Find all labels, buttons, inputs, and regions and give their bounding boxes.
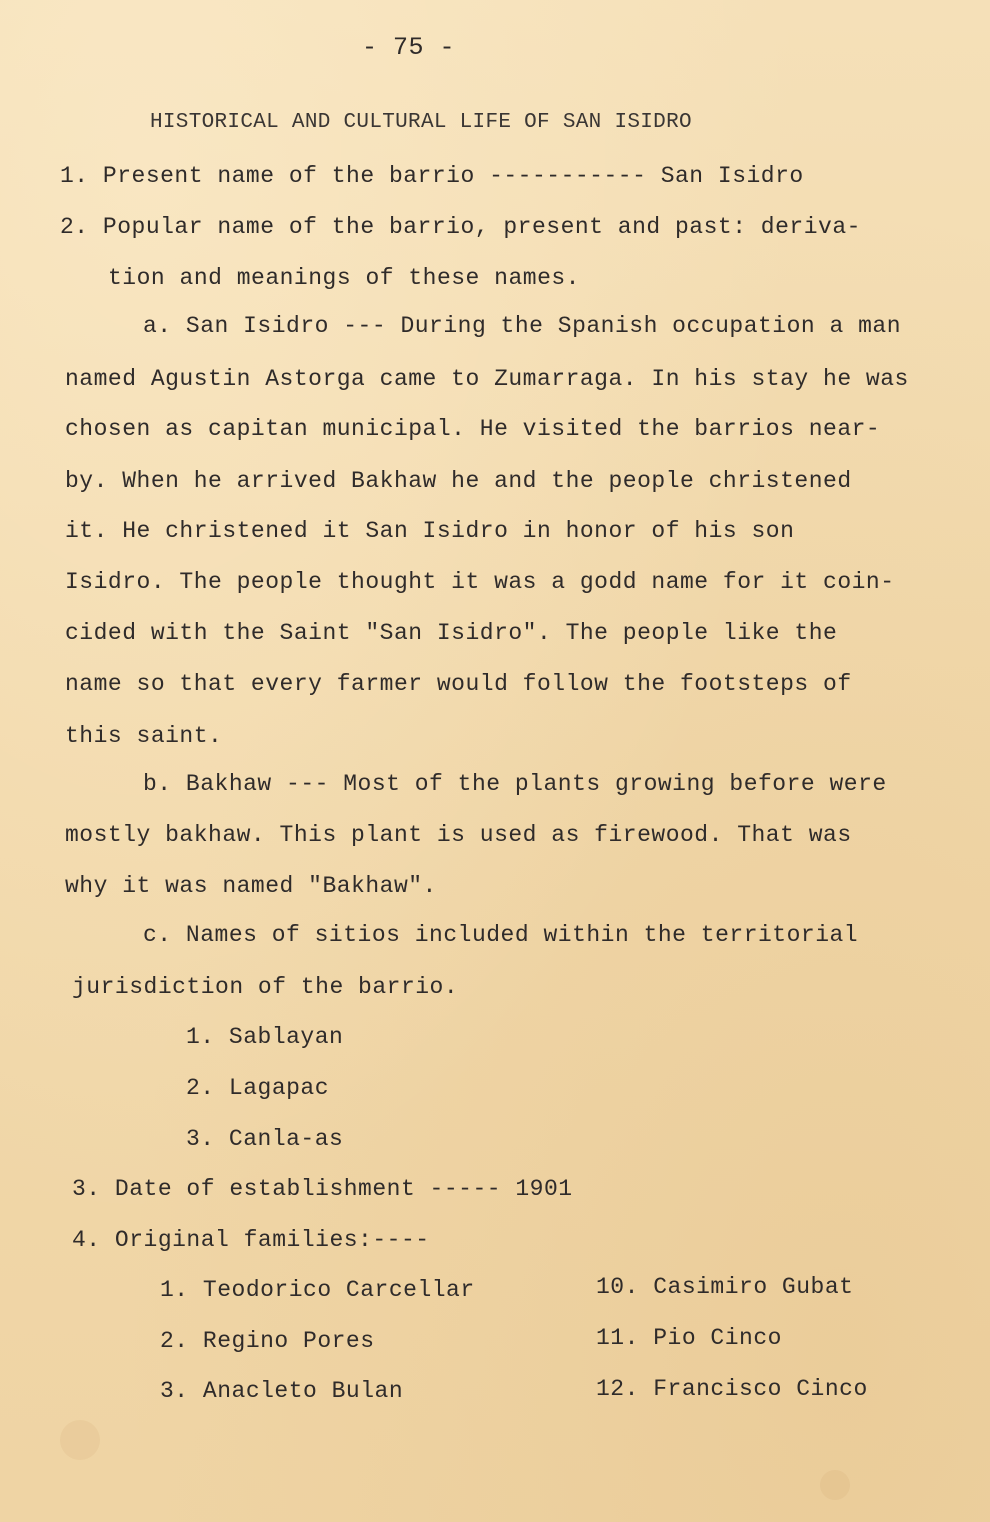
text-line: c. Names of sitios included within the territorial (143, 922, 859, 948)
text-line: a. San Isidro --- During the Spanish occupation a man (143, 313, 902, 339)
sitio-item: 1. Sablayan (186, 1024, 344, 1050)
text-line: cided with the Saint "San Isidro". The people like the (65, 620, 838, 646)
paper-stain (820, 1470, 850, 1500)
family-item: 1. Teodorico Carcellar (160, 1277, 475, 1303)
text-line: mostly bakhaw. This plant is used as firewood. That was (65, 822, 852, 848)
text-line: chosen as capitan municipal. He visited the barrios near- (65, 416, 881, 442)
sitio-item: 2. Lagapac (186, 1075, 330, 1101)
text-line: Isidro. The people thought it was a godd name for it coin- (65, 569, 895, 595)
text-line: named Agustin Astorga came to Zumarraga. In his stay he was (65, 366, 909, 392)
text-line: 3. Date of establishment ----- 1901 (72, 1176, 573, 1202)
family-item: 12. Francisco Cinco (596, 1376, 868, 1402)
text-line: 2. Popular name of the barrio, present and past: deriva- (60, 214, 861, 240)
paper-stain (60, 1420, 100, 1460)
sitio-item: 3. Canla-as (186, 1126, 344, 1152)
text-line: b. Bakhaw --- Most of the plants growing before were (143, 771, 887, 797)
page-title: HISTORICAL AND CULTURAL LIFE OF SAN ISIDRO (150, 111, 692, 134)
family-item: 11. Pio Cinco (596, 1325, 782, 1351)
text-line: jurisdiction of the barrio. (72, 974, 459, 1000)
text-line: by. When he arrived Bakhaw he and the people christened (65, 468, 852, 494)
text-line: name so that every farmer would follow the footsteps of (65, 671, 852, 697)
text-line: this saint. (65, 723, 223, 749)
text-line: 1. Present name of the barrio ----------- San Isidro (60, 163, 804, 189)
family-item: 2. Regino Pores (160, 1328, 375, 1354)
text-line: it. He christened it San Isidro in honor of his son (65, 518, 795, 544)
text-line: why it was named "Bakhaw". (65, 873, 437, 899)
page-number: - 75 - (362, 33, 456, 62)
text-line: tion and meanings of these names. (108, 265, 580, 291)
family-item: 3. Anacleto Bulan (160, 1378, 404, 1404)
text-line: 4. Original families:---- (72, 1227, 430, 1253)
family-item: 10. Casimiro Gubat (596, 1274, 854, 1300)
